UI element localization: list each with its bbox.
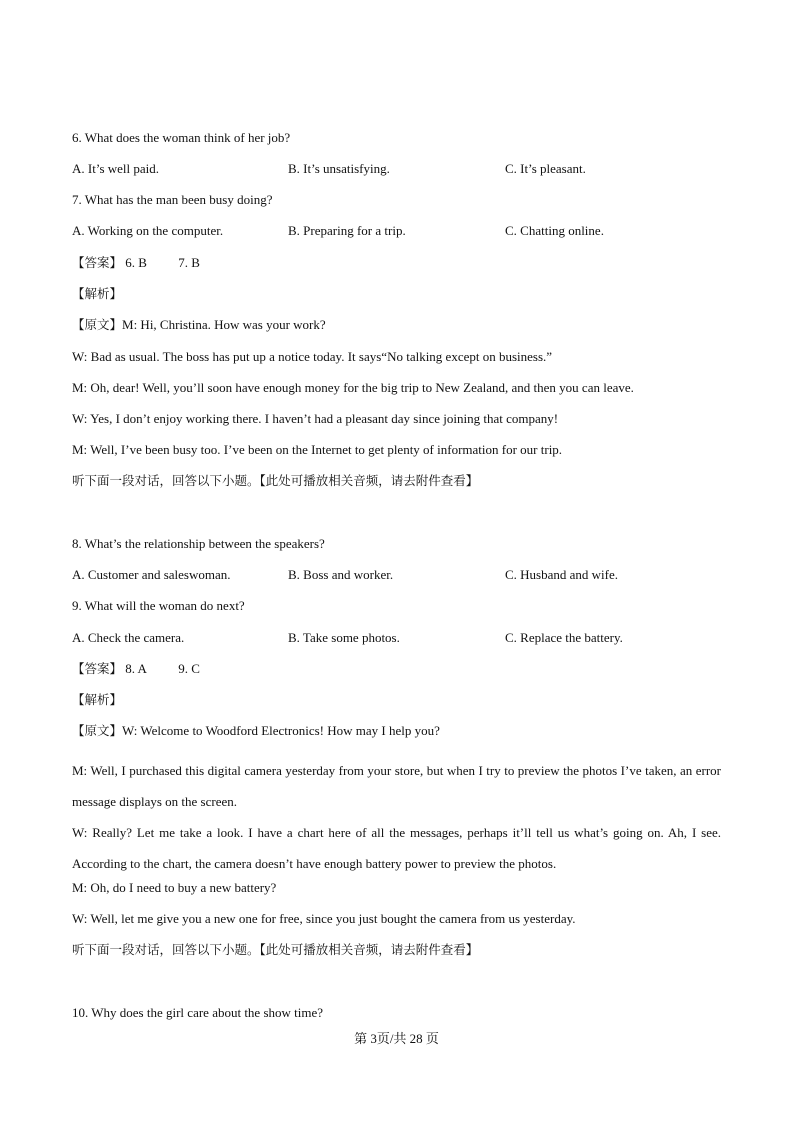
answer-value: 7. B bbox=[178, 255, 200, 270]
answer-tag: 【答案】 bbox=[72, 661, 123, 676]
transcript-line: M: Well, I’ve been busy too. I’ve been on the Internet to get plenty of information for our trip. bbox=[72, 442, 563, 457]
transcript-line: M: Oh, do I need to buy a new battery? bbox=[72, 880, 277, 895]
question-8: 8. What’s the relationship between the speakers? bbox=[72, 536, 325, 551]
option-a: A. Working on the computer. bbox=[72, 223, 224, 238]
option-a: A. Customer and saleswoman. bbox=[72, 567, 231, 582]
answer-value: 6. B bbox=[125, 255, 147, 270]
option-a: A. It’s well paid. bbox=[72, 161, 160, 176]
option-c: C. Replace the battery. bbox=[505, 630, 623, 645]
answer-line bbox=[72, 255, 721, 271]
answer-value: 9. C bbox=[178, 661, 200, 676]
option-c: C. Husband and wife. bbox=[505, 567, 619, 582]
transcript-line: W: Really? Let me take a look. I have a chart here of all the messages, perhaps it’ll tell us what’s going on. Ah, I see. According to the chart, the camera doesn’t have enough battery power to preview the photos. bbox=[72, 825, 721, 871]
question-10: 10. Why does the girl care about the show time? bbox=[72, 1005, 324, 1020]
original-tag: 【原文】 bbox=[72, 317, 123, 332]
transcript-line: M: Well, I purchased this digital camera yesterday from your store, but when I try to preview the photos I’ve taken, an error message displays on the screen. bbox=[72, 763, 721, 809]
answer-value: 8. A bbox=[125, 661, 147, 676]
option-c: C. It’s pleasant. bbox=[505, 161, 586, 176]
answer-line bbox=[72, 661, 721, 677]
listening-instruction: 听下面一段对话，回答以下小题。【此处可播放相关音频，请去附件查看】 bbox=[72, 942, 479, 957]
option-b: B. Take some photos. bbox=[288, 630, 400, 645]
question-7: 7. What has the man been busy doing? bbox=[72, 192, 273, 207]
transcript-line: W: Yes, I don’t enjoy working there. I haven’t had a pleasant day since joining that company! bbox=[72, 411, 559, 426]
option-c: C. Chatting online. bbox=[505, 223, 604, 238]
option-a: A. Check the camera. bbox=[72, 630, 185, 645]
transcript-line: 【原文】W: Welcome to Woodford Electronics! How may I help you? bbox=[72, 723, 440, 738]
question-9: 9. What will the woman do next? bbox=[72, 598, 245, 613]
option-b: B. It’s unsatisfying. bbox=[288, 161, 390, 176]
analysis-tag: 【解析】 bbox=[72, 286, 123, 301]
option-b: B. Preparing for a trip. bbox=[288, 223, 406, 238]
transcript-line: 【原文】M: Hi, Christina. How was your work? bbox=[72, 317, 326, 332]
analysis-tag: 【解析】 bbox=[72, 692, 123, 707]
transcript-line: M: Oh, dear! Well, you’ll soon have enough money for the big trip to New Zealand, and then you can leave. bbox=[72, 380, 634, 395]
original-tag: 【原文】 bbox=[72, 723, 123, 738]
transcript-line: W: Well, let me give you a new one for free, since you just bought the camera from us yesterday. bbox=[72, 911, 576, 926]
page-footer: 第 3页/共 28 页 bbox=[354, 1031, 439, 1046]
answer-tag: 【答案】 bbox=[72, 255, 123, 270]
transcript-line: W: Bad as usual. The boss has put up a notice today. It says“No talking except on business.” bbox=[72, 349, 553, 364]
option-b: B. Boss and worker. bbox=[288, 567, 394, 582]
listening-instruction: 听下面一段对话，回答以下小题。【此处可播放相关音频，请去附件查看】 bbox=[72, 473, 479, 488]
question-6: 6. What does the woman think of her job? bbox=[72, 130, 291, 145]
